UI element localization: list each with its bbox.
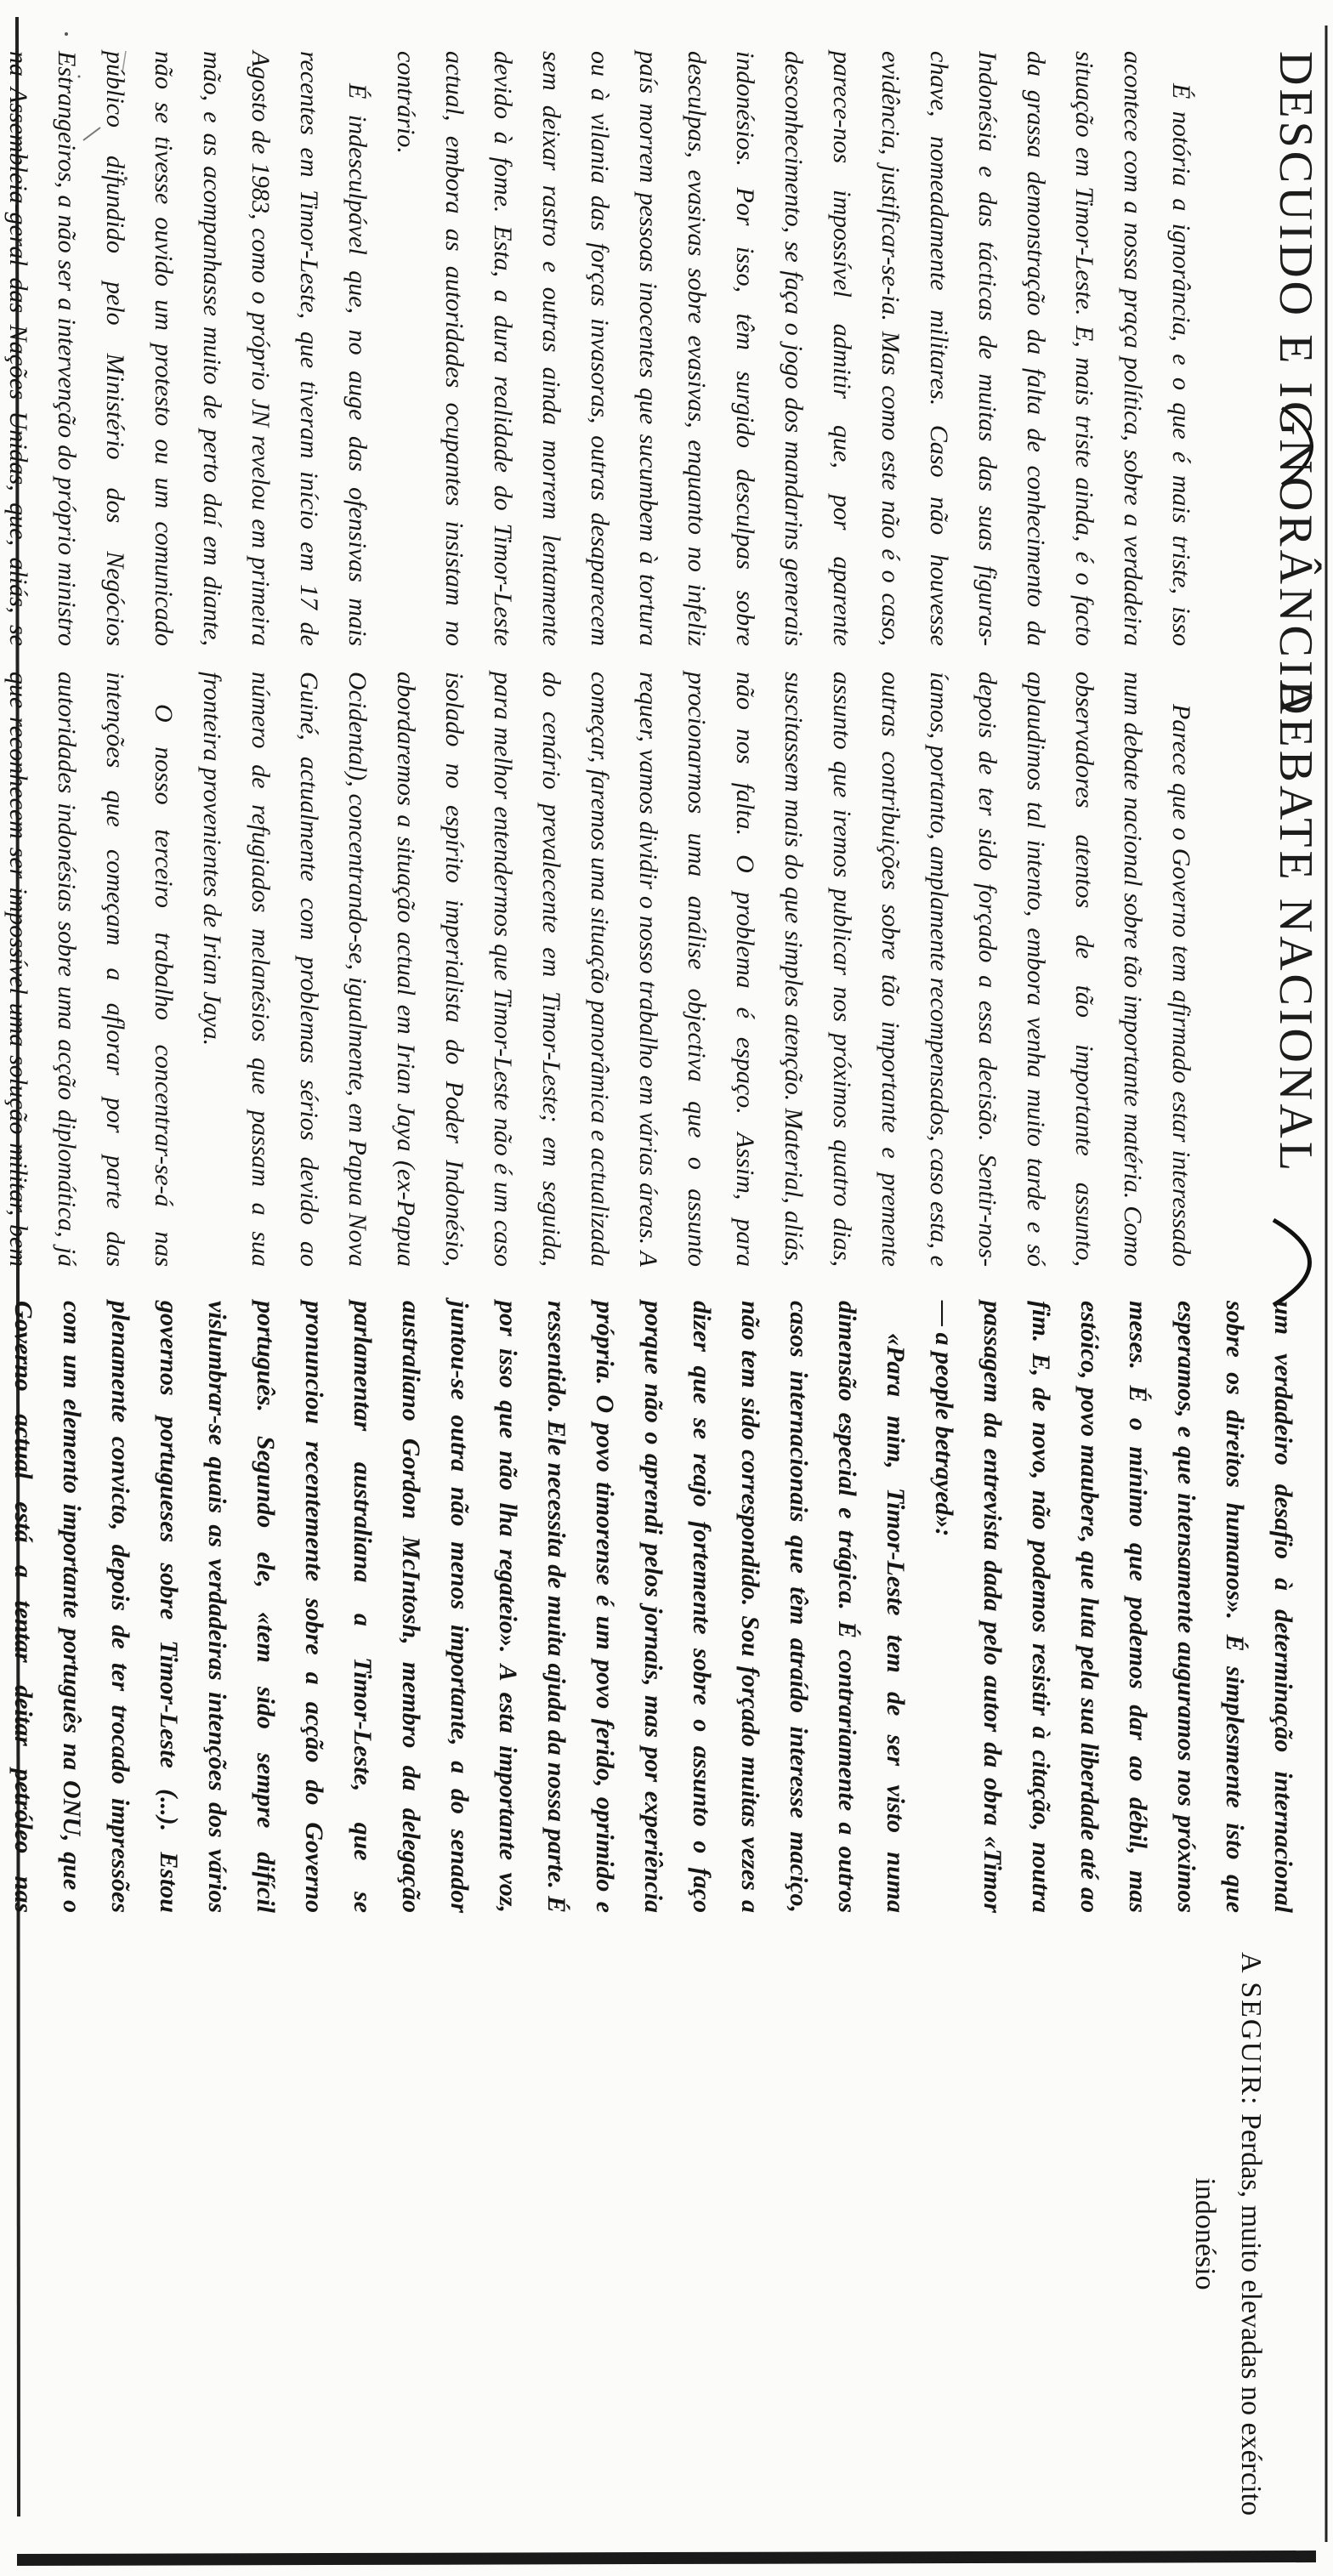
article-column-1	[0, 51, 1205, 646]
next-text: Perdas, muito elevadas no exército indonésio	[1189, 2113, 1267, 2516]
quote-paragraph: «Para mim, Timor-Leste tem de ser visto numa dimensão especial e trágica. É contrariamente a outros casos internacionais que têm atraído interesse maciço, não tem sido correspondido. Sou forçado muitas vezes a dizer que se reajo fortemente sobre o assunto o faço porque não o aprendi pelos jornais, mas por experiência própria. O povo timorense é um povo ferido, oprimido e ressentido. Ele necessita de muita ajuda da nossa parte. É por isso que não lha regateio». A esta importante voz, juntou-se outra não menos importante, a do senador australiano Gordon McIntosh, membro da delegação parlamentar australiana a Timor-Leste, que se pronunciou recentemente sobre a acção do Governo português. Segundo ele, «tem sido sempre difícil vislumbrar-se quais as verdadeiras intenções dos vários governos portugueses sobre Timor-Leste (...). Estou plenamente convicto, depois de ter trocado impressões com um elemento importante português na ONU, que o Governo actual está a tentar deitar petróleo nas	[9, 1301, 910, 1913]
heading-descuido-ignorancia: DESCUIDO E IGNORÂNCIA	[1269, 51, 1322, 718]
paragraph: É indesculpável que, no auge das ofensivas mais recentes em Timor-Leste, que tiveram início em 17 de Agosto de 1983, como o próprio JN revelou em primeira mão, e as acompanhasse muito de perto daí em diante, não se tivesse ouvido um protesto ou um comunicado público difundido pelo Ministério dos Negócios Estrangeiros, a não ser a intervenção do próprio ministro na Assembleia-geral das Nações Unidas, que, aliás, se	[4, 51, 372, 646]
next-label: A SEGUIR:	[1235, 1952, 1267, 2107]
paragraph: É notória a ignorância, e o que é mais triste, isso acontece com a nossa praça política, sobre a verdadeira situação em Timor-Leste. E, mais triste ainda, é o facto da grassa demonstração da falta de conhecimento da Indonésia e das tácticas de muitas das suas figuras-chave, nomeadamente militares. Caso não houvesse evidência, justificar-se-ia. Mas como este não é o caso, parece-nos impossível admitir que, por aparente desconhecimento, se faça o jogo dos mandarins generais indonésios. Por isso, têm surgido desculpas sobre desculpas, evasivas sobre evasivas, enquanto no infeliz país morrem pessoas inocentes que sucumbem à tortura ou à vilania das forças invasoras, outras desaparecem sem deixar rastro e outras ainda morrem lentamente devido à fome. Esta, a dura realidade do Timor-Leste actual, embora as autoridades ocupantes insistam no contrário.	[392, 51, 1195, 646]
article-column-2	[0, 672, 1205, 1267]
paragraph: um verdadeiro desafio à determinação internacional sobre os direitos humanos». É simplesmente isto que esperamos, e que intensamente auguramos nos próximos meses. É o mínimo que podemos dar ao débil, mas estóico, povo maubere, que luta pela sua liberdade até ao fim. E, de novo, não podemos resistir à citação, noutra passagem da entrevista dada pelo autor da obra «Timor — a people betrayed»:	[930, 1301, 1297, 1913]
article-column-4	[1182, 1934, 1307, 2533]
page-edge-mark	[0, 2538, 1333, 2576]
article-column-3	[0, 1301, 1307, 1913]
next-article-note	[1182, 1934, 1273, 2533]
paragraph: O nosso terceiro trabalho concentrar-se-á nas intenções que começam a aflorar por parte das autoridades indonésias sobre uma acção diplomática, já que reconhecem ser impossível uma solução militar, bem	[4, 672, 178, 1267]
paragraph: Parece que o Governo tem afirmado estar interessado num debate nacional sobre tão importante matéria. Como observadores atentos de tão importante assunto, aplaudimos tal intento, embora venha muito tarde e só depois de ter sido forçado a essa decisão. Sentir-nos-íamos, portanto, amplamente recompensados, caso esta, e outras contribuições sobre tão importante e premente assunto que iremos publicar nos próximos quatro dias, suscitassem mais do que simples atenção. Material, aliás, não nos falta. O problema é espaço. Assim, para procionarmos uma análise objectiva que o assunto requer, vamos dividir o nosso trabalho em várias áreas. A começar, faremos uma situação panorâmica e actualizada do cenário prevalecente em Timor-Leste; em seguida, para melhor entendermos que Timor-Leste não é um caso isolado no espírito imperialista do Poder Indonésio, abordaremos a situação actual em Irian Jaya (ex-Papua Ocidental), concentrando-se, igualmente, em Papua Nova Guiné, actualmente com problemas sérios devido ao número de refugiados melanésios que passam a sua fronteira provenientes de Irian Jaya.	[198, 672, 1195, 1267]
bracket-ornament-right	[1265, 1211, 1333, 1314]
heading-debate-nacional: DEBATE NACIONAL	[1269, 680, 1322, 1175]
